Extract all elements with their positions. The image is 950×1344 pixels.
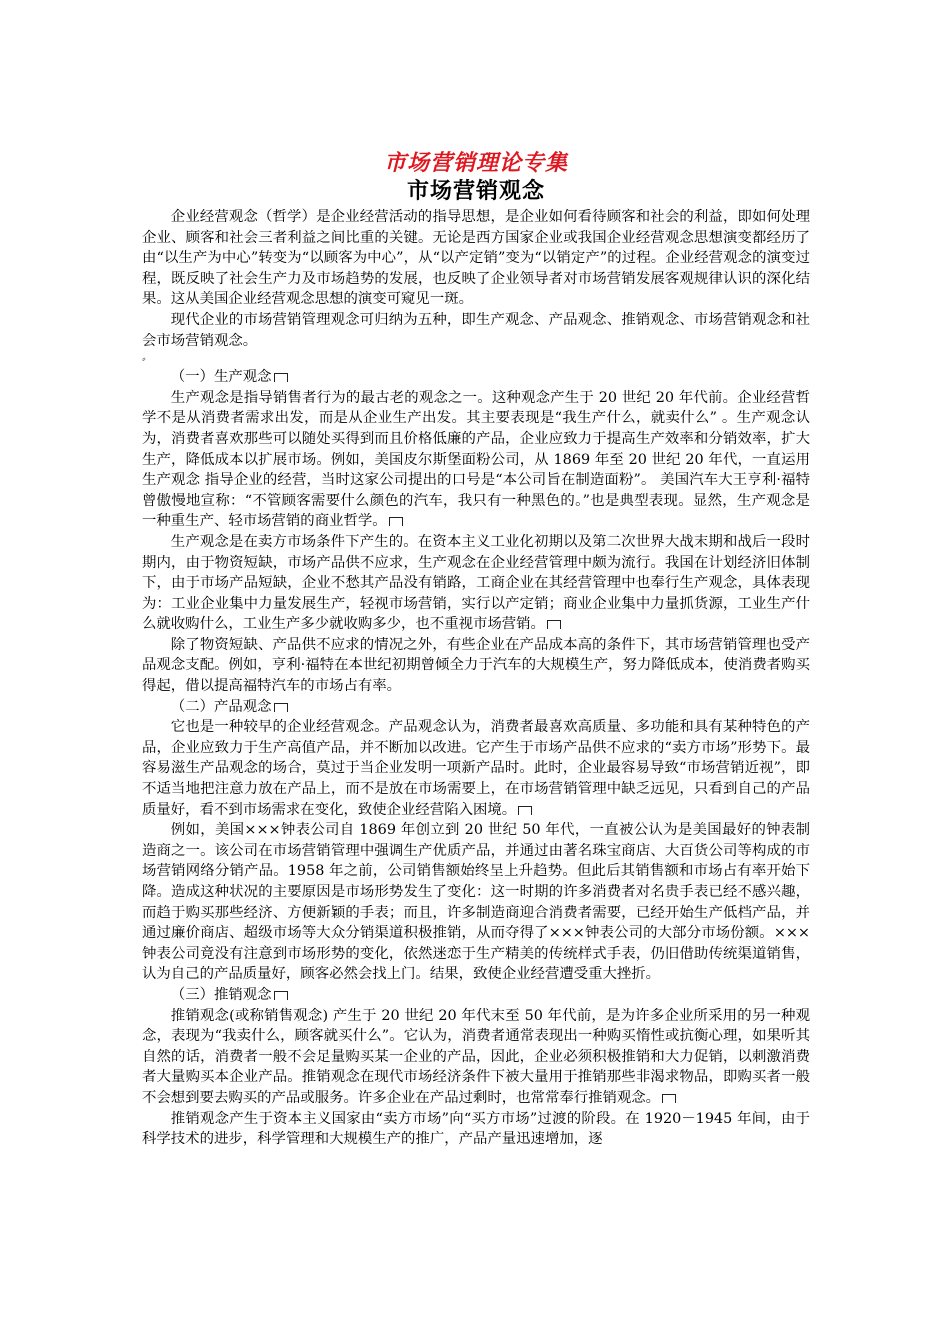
heading-text: （三）推销观念 [170,986,272,1003]
return-mark-icon [662,1094,676,1103]
return-mark-icon [274,991,288,1000]
paragraph-selling-1 [142,1006,810,1109]
paragraph-product-2: 例如，美国×××钟表公司自 1869 年创立到 20 世纪 50 年代，一直被公认为是美国最好的钟表制造商之一。该公司在市场营销管理中强调生产优质产品，并通过由著名珠宝商店、大百货公司等构成的市场营销网络分销产品。1958 年之前，公司销售额始终呈上升趋势。但此后其销售额和市场占有率开始下降。造成这种状况的主要原因是市场形势发生了变化：这一时期的许多消费者对名贵手表已经不感兴趣，而趋于购买那些经济、方便新颖的手表；而且，许多制造商迎合消费者需要，已经开始生产低档产品，并通过廉价商店、超级市场等大众分销渠道积极推销，从而夺得了×××钟表公司的大部分市场份额。×××钟表公司竟没有注意到市场形势的变化，依然迷恋于生产精美的传统样式手表，仍旧借助传统渠道销售，认为自己的产品质量好，顾客必然会找上门。结果，致使企业经营遭受重大挫折。 [142,822,810,983]
return-mark-icon [274,373,288,382]
section-heading-product [142,697,810,718]
paragraph-production-1 [142,388,810,532]
section-heading-production [142,367,810,388]
paragraph-mark: ⸗ [142,352,146,366]
paragraph-text: 生产观念是指导销售者行为的最古老的观念之一。这种观念产生于 20 世纪 20 年代前。企业经营哲学不是从消费者需求出发，而是从企业生产出发。其主要表现是“我生产什么，就卖什么” 。生产观念认为，消费者喜欢那些可以随处买得到而且价格低廉的产品，企业应致力于提高生产效率和分销效率，扩大生产，降低成本以扩展市场。例如，美国皮尔斯堡面粉公司，从 1869 年至 20 世纪 20 年代，一直运用生产观念 指导企业的经营，当时这家公司提出的口号是“本公司旨在制造面粉”。 美国汽车大王亨利·福特曾傲慢地宣称：“不管顾客需要什么颜色的汽车，我只有一种黑色的。”也是典型表现。显然，生产观念是一种重生产、轻市场营销的商业哲学。 [142,389,810,530]
heading-text: （一）生产观念 [170,369,272,386]
intro-paragraph-1: 企业经营观念（哲学）是企业经营活动的指导思想，是企业如何看待顾客和社会的利益，即如何处理企业、顾客和社会三者利益之间比重的关键。无论是西方国家企业或我国企业经营观念思想演变都经历了由“以生产为中心”转变为“以顾客为中心”，从“以产定销”变为“以销定产”的过程。企业经营观念的演变过程，既反映了社会生产力及市场趋势的发展，也反映了企业领导者对市场营销发展客观规律认识的深化结果。这从美国企业经营观念思想的演变可窥见一斑。 [142,209,810,308]
paragraph-production-2 [142,532,810,635]
return-mark-icon [518,806,532,815]
document-page [142,150,810,1150]
paragraph-text: 它也是一种较早的企业经营观念。产品观念认为，消费者最喜欢高质量、多功能和具有某种特色的产品，企业应致力于生产高值产品，并不断加以改进。它产生于市场产品供不应求的“卖方市场”形势下。最容易滋生产品观念的场合，莫过于当企业发明一项新产品时。此时，企业最容易导致“市场营销近视”，即不适当地把注意力放在产品上，而不是放在市场需要上，在市场营销管理中缺乏远见，只看到自己的产品质量好，看不到市场需求在变化，致使企业经营陷入困境。 [142,719,810,818]
heading-text: （二）产品观念 [170,698,272,715]
document-title: 市场营销观念 [406,178,545,204]
paragraph-product-1 [142,717,810,820]
paragraph-selling-2: 推销观念产生于资本主义国家由“卖方市场”向“买方市场”过渡的阶段。在 1920－1945 年间，由于科学技术的进步，科学管理和大规模生产的推广，产品产量迅速增加，逐 [142,1110,810,1148]
section-heading-selling [142,985,810,1006]
paragraph-production-3: 除了物资短缺、产品供不应求的情况之外，有些企业在产品成本高的条件下，其市场营销管理也受产品观念支配。例如，亨利·福特在本世纪初期曾倾全力于汽车的大规模生产，努力降低成本，使消费者购买得起，借以提高福特汽车的市场占有率。 [142,636,810,695]
return-mark-icon [547,620,561,629]
collection-title: 市场营销理论专集 [383,150,568,176]
return-mark-icon [274,703,288,712]
paragraph-text: 推销观念(或称销售观念) 产生于 20 世纪 20 年代末至 50 年代前，是为许多企业所采用的另一种观念，表现为“我卖什么，顾客就买什么”。它认为，消费者通常表现出一种购买惰性或抗衡心理，如果听其自然的话，消费者一般不会足量购买某一企业的产品，因此，企业必须积极推销和大力促销，以刺激消费者大量购买本企业产品。推销观念在现代市场经济条件下被大量用于推销那些非渴求物品，即购买者一般不会想到要去购买的产品或服务。许多企业在产品过剩时，也常常奉行推销观念。 [142,1007,810,1106]
intro-paragraph-2: 现代企业的市场营销管理观念可归纳为五种，即生产观念、产品观念、推销观念、市场营销观念和社会市场营销观念。 [142,311,810,349]
return-mark-icon [389,517,403,526]
paragraph-text: 生产观念是在卖方市场条件下产生的。在资本主义工业化初期以及第二次世界大战末期和战后一段时期内，由于物资短缺，市场产品供不应求，生产观念在企业经营管理中颇为流行。我国在计划经济旧体制下，由于市场产品短缺，企业不愁其产品没有销路，工商企业在其经营管理中也奉行生产观念，具体表现为：工业企业集中力量发展生产，轻视市场营销，实行以产定销；商业企业集中力量抓货源，工业生产什么就收购什么，工业生产多少就收购多少，也不重视市场营销。 [142,533,810,633]
